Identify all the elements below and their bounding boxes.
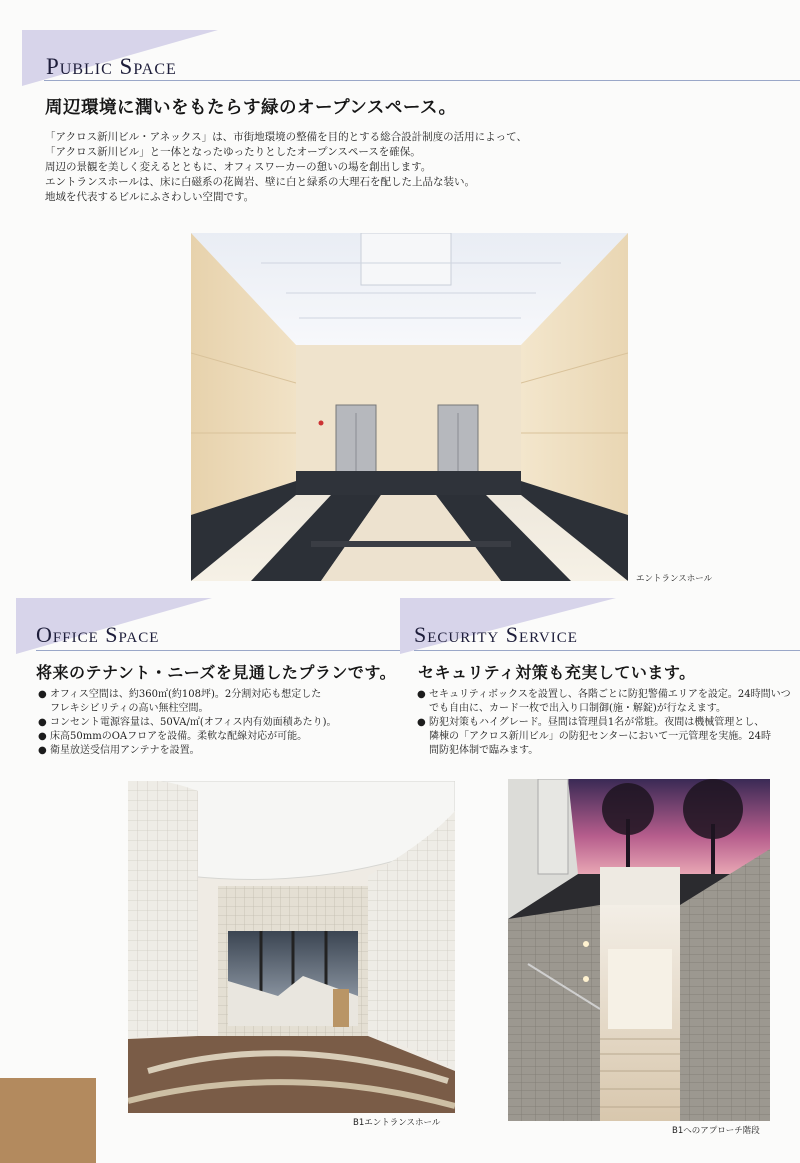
b1-entrance-hall-caption: B1エントランスホール	[353, 1118, 441, 1128]
body-line: エントランスホールは、床に白磁系の花崗岩、壁に白と緑系の大理石を配した上品な装い。	[45, 176, 475, 188]
b1-approach-stairs-photo	[508, 779, 770, 1121]
header-rule	[44, 80, 800, 81]
bullet-text: コンセント電源容量は、50VA/㎡(オフィス内有効面積あたり)。	[50, 717, 337, 728]
bullet-text: セキュリティボックスを設置し、各階ごとに防犯警備エリアを設定。24時間いつ	[429, 689, 791, 700]
bullet-dot: ●	[38, 717, 47, 728]
office-space-header	[16, 598, 400, 658]
bullet-text: でも自由に、カード一枚で出入り口制御(施・解錠)が行なえます。	[429, 703, 727, 714]
header-rule	[414, 650, 800, 651]
security-service-bullets	[417, 688, 791, 758]
bullet-text: 床高50mmのOAフロアを設備。柔軟な配線対応が可能。	[50, 731, 308, 742]
body-line: 「アクロス新川ビル・アネックス」は、市街地環境の整備を目的とする総合設計制度の活用によって、	[45, 131, 527, 143]
bullet-dot: ●	[417, 717, 426, 728]
bullet-item	[417, 688, 791, 716]
security-service-title: Security Service	[414, 622, 578, 647]
b1-approach-stairs-caption: B1へのアプローチ階段	[672, 1126, 760, 1136]
page-corner-color-block	[0, 1078, 96, 1163]
bullet-dot: ●	[38, 745, 47, 756]
bullet-item	[417, 716, 791, 758]
b1-entrance-hall-photo	[128, 781, 455, 1113]
bullet-item	[38, 688, 337, 716]
body-line: 「アクロス新川ビル」と一体となったゆったりとしたオープンスペースを確保。	[45, 146, 421, 158]
bullet-text: 防犯対策もハイグレード。昼間は管理員1名が常駐。夜間は機械管理とし、	[429, 717, 765, 728]
office-space-headline: 将来のテナント・ニーズを見通したプランです。	[36, 663, 397, 682]
bullet-text: フレキシビリティの高い無柱空間。	[50, 703, 209, 714]
security-service-header	[400, 598, 800, 658]
public-space-body	[45, 130, 527, 205]
bullet-dot: ●	[417, 689, 426, 700]
bullet-dot: ●	[38, 689, 47, 700]
bullet-dot: ●	[38, 731, 47, 742]
office-space-title: Office Space	[36, 622, 160, 647]
bullet-text: 間防犯体制で臨みます。	[429, 745, 539, 756]
body-line: 地域を代表するビルにふさわしい空間です。	[45, 191, 255, 203]
public-space-headline: 周辺環境に潤いをもたらす緑のオープンスペース。	[45, 98, 457, 118]
security-service-headline: セキュリティ対策も充実しています。	[418, 663, 696, 682]
bullet-item	[38, 716, 337, 730]
entrance-hall-caption: エントランスホール	[636, 574, 713, 584]
bullet-text: 衛星放送受信用アンテナを設置。	[50, 745, 200, 756]
public-space-header	[22, 30, 800, 90]
bullet-item	[38, 744, 337, 758]
public-space-title: Public Space	[46, 54, 177, 79]
bullet-item	[38, 730, 337, 744]
body-line: 周辺の景観を美しく変えるとともに、オフィスワーカーの憩いの場を創出します。	[45, 161, 432, 173]
header-rule	[36, 650, 400, 651]
office-space-bullets	[38, 688, 337, 758]
bullet-text: 隣棟の「アクロス新川ビル」の防犯センターにおいて一元管理を実施。24時	[429, 731, 772, 742]
entrance-hall-photo	[191, 233, 628, 581]
bullet-text: オフィス空間は、約360㎡(約108坪)。2分割対応も想定した	[50, 689, 322, 700]
